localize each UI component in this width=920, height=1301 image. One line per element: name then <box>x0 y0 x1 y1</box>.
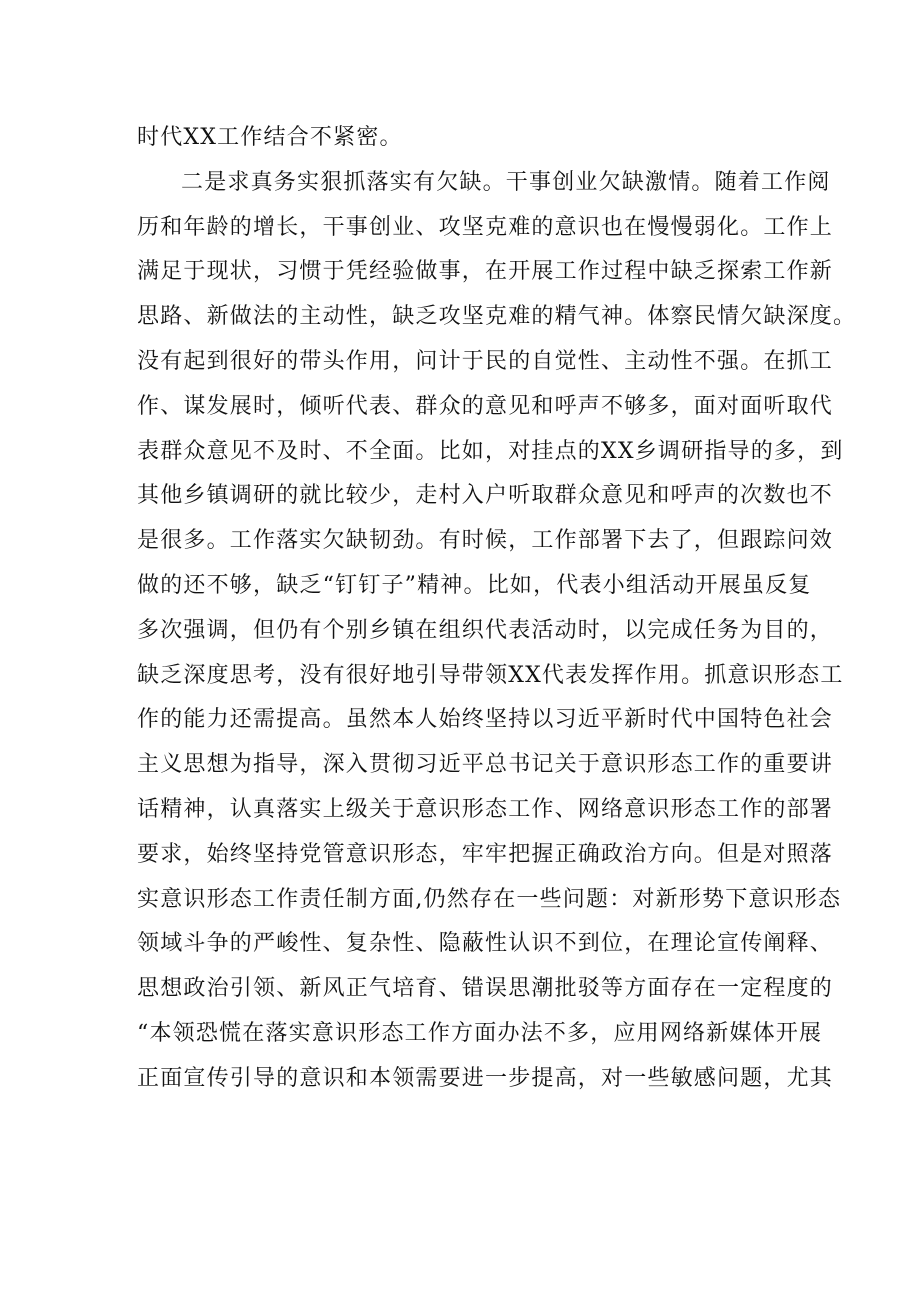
text-line: 缺乏深度思考，没有很好地引导带领XX代表发挥作用。抓意识形态工 <box>137 662 844 688</box>
text-line: 做的还不够，缺乏“钉钉子”精神。比如，代表小组活动开展虽反复 <box>137 572 812 598</box>
text-line: 没有起到很好的带头作用，问计于民的自觉性、主动性不强。在抓工 <box>137 348 834 374</box>
text-line: 历和年龄的增长，干事创业、攻坚克难的意识也在慢慢弱化。工作上 <box>137 214 834 240</box>
paragraph-start-line: 二是求真务实狠抓落实有欠缺。干事创业欠缺激情。随着工作阅 <box>181 169 831 195</box>
text-line: 主义思想为指导，深入贯彻习近平总书记关于意识形态工作的重要讲 <box>137 752 834 778</box>
text-line: 表群众意见不及时、不全面。比如，对挂点的XX乡调研指导的多，到 <box>137 438 844 464</box>
text-line: 思想政治引领、新风正气培育、错误思潮批驳等方面存在一定程度的 <box>137 976 834 1002</box>
text-line: 作、谋发展时，倾听代表、群众的意见和呼声不够多，面对面听取代 <box>137 393 834 419</box>
text-line: 实意识形态工作责任制方面,仍然存在一些问题：对新形势下意识形态 <box>137 886 842 912</box>
text-line: 是很多。工作落实欠缺韧劲。有时候，工作部署下去了，但跟踪问效 <box>137 528 834 554</box>
text-line: 作的能力还需提高。虽然本人始终坚持以习近平新时代中国特色社会 <box>137 707 834 733</box>
text-line: 思路、新做法的主动性，缺乏攻坚克难的精气神。体察民情欠缺深度。 <box>137 304 857 330</box>
text-line: 领域斗争的严峻性、复杂性、隐蔽性认识不到位，在理论宣传阐释、 <box>137 931 834 957</box>
text-line: 正面宣传引导的意识和本领需要进一步提高，对一些敏感问题，尤其 <box>137 1065 834 1091</box>
text-line: 要求，始终坚持党管意识形态，牢牢把握正确政治方向。但是对照落 <box>137 841 834 867</box>
text-line: 其他乡镇调研的就比较少，走村入户听取群众意见和呼声的次数也不 <box>137 483 834 509</box>
text-line: 满足于现状，习惯于凭经验做事，在开展工作过程中缺乏探索工作新 <box>137 259 834 285</box>
text-line: 多次强调，但仍有个别乡镇在组织代表活动时，以完成任务为目的， <box>137 617 834 643</box>
body-text <box>137 116 857 1102</box>
text-line: “本领恐慌在落实意识形态工作方面办法不多，应用网络新媒体开展 <box>137 1020 823 1046</box>
text-line: 话精神，认真落实上级关于意识形态工作、网络意识形态工作的部署 <box>137 796 834 822</box>
text-line: 时代XX工作结合不紧密。 <box>137 125 403 150</box>
